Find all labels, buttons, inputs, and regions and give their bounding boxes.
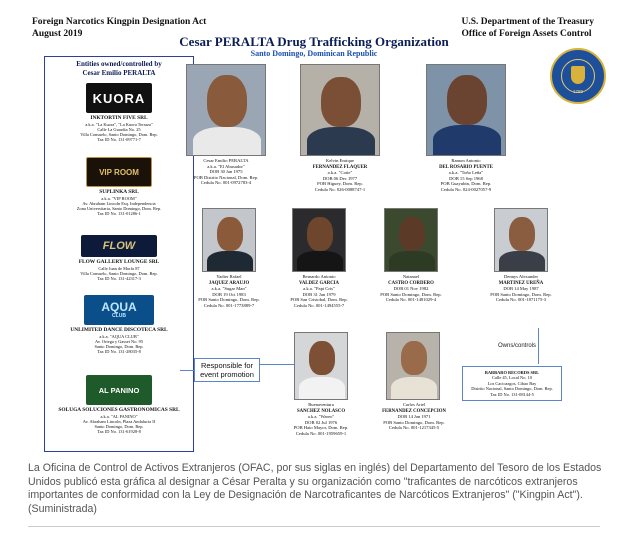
caption-dennys-martinez: Dennys Alexander MARTINEZ UREÑA DOB 14 May 1987 POB Santo Domingo, Dom. Rep. Cedula No. 001-1871175-3 xyxy=(490,274,552,303)
chart-title: Cesar PERALTA Drug Trafficking Organization xyxy=(179,34,449,49)
photo-kelvin-fernandez xyxy=(300,64,380,156)
caption-yadier-jaquez: Yadier Rafael JAQUEZ ARAUJO a.k.a. "Sugar Man" DOB 19 Oct 1983 POB Santo Domingo, Dom. Rep. Cedula No. 001-1773889-7 xyxy=(198,274,260,308)
photo-caption: La Oficina de Control de Activos Extranjeros (OFAC, por sus siglas en inglés) del Departamento del Tesoro de los Estados Unidos publicó esta gráfica al designar a César Peralta y su organización como "traficantes de narcóticos extranjeros importantes de conformidad con la Ley de Designación de Narcotraficantes de Narcóticos Extranjeros" ("Kingpin Act"). (Suministrada) xyxy=(28,462,602,515)
al-panino-logo: AL PANINO xyxy=(86,375,152,405)
entities-heading: Entities owned/controlled by Cesar Emilio PERALTA xyxy=(76,60,162,77)
caption-ramon-del-rosario: Ramon Antonio DEL ROSARIO PUENTE a.k.a. "Toño Leña" DOB 15 Sep 1968 POB Guayubin, Dom. Rep. Cedula No. 024-0027057-9 xyxy=(439,158,493,192)
caption-buenaventura-sanchez: Buenaventura SANCHEZ NOLASCO a.k.a. "Wareo" DOB 02 Jul 1976 POB Hato Mayor, Dom. Rep. Cedula No. 001-1959659-1 xyxy=(293,402,349,436)
agency-title: U.S. Department of the Treasury Office of Foreign Assets Control xyxy=(461,17,594,39)
entity-aqua-club: AQUA CLUB UNLIMITED DANCE DISCOTECA SRL a.k.a. "AQUA CLUB" Av. Ortega y Gasset No. 95 Santo Domingo, Dom. Rep. Tax ID No. 131-28035-8 xyxy=(45,295,193,355)
entity-vip-room: VIP ROOM SUPLINKA SRL a.k.a. "VIP ROOM" Av. Abraham Lincoln Esq. Independencia Zona Universitaria, Santo Domingo, Dom. Rep. Tax ID No. 131-01286-1 xyxy=(45,157,193,217)
photo-ramon-del-rosario xyxy=(426,64,506,156)
entity-al-panino: AL PANINO SOLUGA SOLUCIONES GASTRONOMICAS SRL a.k.a. "AL PANINO" Av. Abraham Lincoln, Plaza Andalucia II Santo Domingo, Dom. Rep. Tax ID No. 131-61928-8 xyxy=(45,375,193,435)
photo-natanael-castro xyxy=(384,208,438,272)
photo-bernardo-valdez xyxy=(292,208,346,272)
act-title: Foreign Narcotics Kingpin Designation Act August 2019 xyxy=(32,17,207,39)
kuora-logo: KUORA xyxy=(86,83,152,113)
event-promotion-note: Responsible for event promotion xyxy=(194,358,260,382)
photo-cesar-peralta xyxy=(186,64,266,156)
vip-room-logo: VIP ROOM xyxy=(86,157,152,187)
entities-box xyxy=(44,56,194,452)
barbaro-records-box: BARBARO RECORDS SRL Calle 45, Local No. 10 Los Cacicazgos, Cibao Bay Distrito Nacional, Santo Domingo, Dom. Rep. Tax ID No. 131-08144-5 xyxy=(462,366,562,401)
caption-natanael-castro: Natanael CASTRO CORDERO DOB 01 Nov 1982 POB Santo Domingo, Dom. Rep. Cedula No. 001-1481029-4 xyxy=(380,274,442,303)
connector-line xyxy=(260,364,294,365)
photo-yadier-jaquez xyxy=(202,208,256,272)
photo-buenaventura-sanchez xyxy=(294,332,348,400)
photo-dennys-martinez xyxy=(494,208,548,272)
photo-carlos-fernandez xyxy=(386,332,440,400)
entity-flow: FLOW FLOW GALLERY LOUNGE SRL Calle Juan de Morfa 87 Villa Consuelo, Santo Domingo, Dom. Rep. Tax ID No. 131-42317-3 xyxy=(45,235,193,281)
caption-bernardo-valdez: Bernardo Antonio VALDEZ GARCIA a.k.a. "Papi Cris" DOB 31 Jan 1979 POB San Cristobal, Dom. Rep. Cedula No. 001-1494555-7 xyxy=(290,274,348,308)
owns-controls-label: Owns/controls xyxy=(498,343,537,349)
treasury-seal-icon: 1789 xyxy=(550,48,606,104)
connector-line xyxy=(180,370,194,371)
chart-subtitle: Santo Domingo, Dominican Republic xyxy=(250,49,378,58)
aqua-club-logo: AQUA CLUB xyxy=(84,295,154,325)
ofac-chart xyxy=(10,8,618,456)
flow-logo: FLOW xyxy=(81,235,157,257)
divider xyxy=(28,526,600,527)
caption-carlos-fernandez: Carlos Ariel FERNANDEZ CONCEPCION DOB 14 Jan 1971 POB Santo Domingo, Dom. Rep. Cedula No. 001-1217345-5 xyxy=(382,402,446,431)
entity-kuora: KUORA INKTORTIN FIVE SRL a.k.a. "La Kuora", "La Kuora Terraza" Calle La Guardia No. 25 Villa Consuelo, Santo Domingo, Dom. Rep. Tax ID No. 131-09771-7 xyxy=(45,83,193,143)
caption-cesar-peralta: Cesar Emilio PERALTA a.k.a. "El Abusador" DOB 30 Jan 1975 POB Distrito Nacional, Dom. Rep. Cedula No. 001-0972783-4 xyxy=(193,158,259,186)
connector-line xyxy=(538,328,539,364)
caption-kelvin-fernandez: Kelvin Enrique FERNANDEZ FLAQUER a.k.a. "Cotie" DOB 06 Dec 1977 POB Higuey, Dom. Rep. Cedula No. 026-0088747-1 xyxy=(312,158,368,192)
